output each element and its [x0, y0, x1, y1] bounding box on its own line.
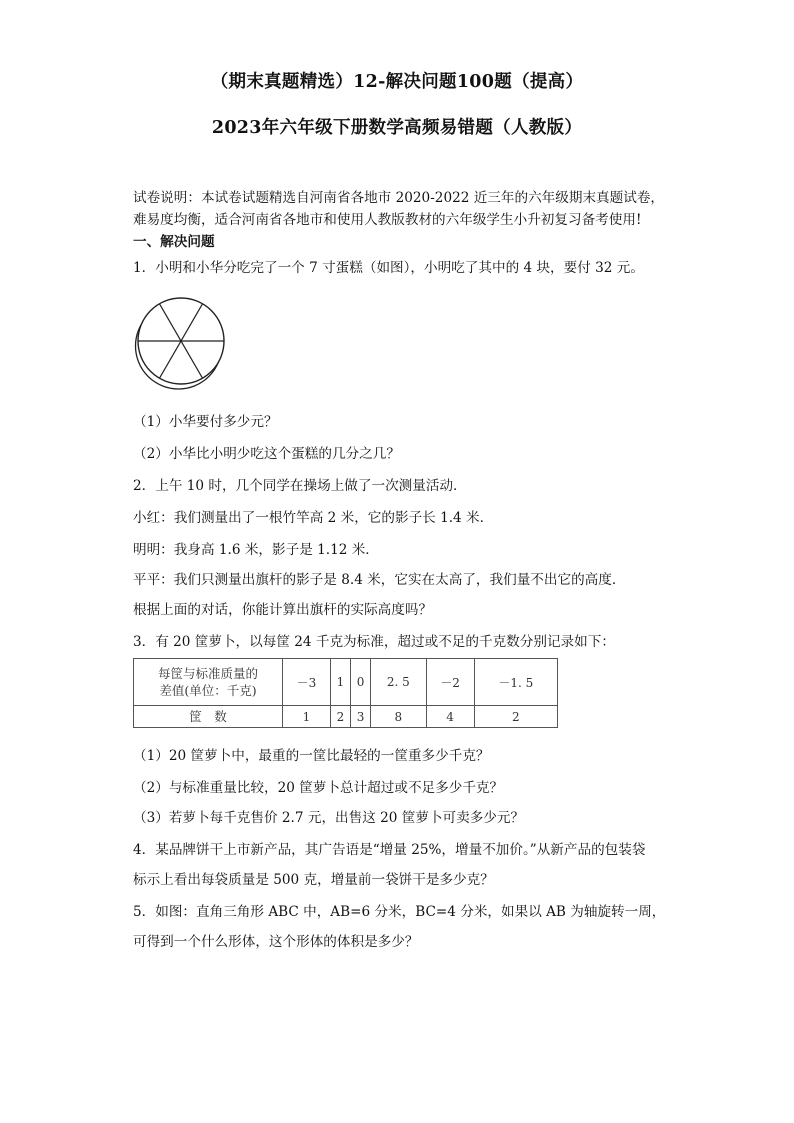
q2-xiaohong: 小红：我们测量出了一根竹竿高 2 米，它的影子长 1.4 米． [133, 510, 494, 526]
title-line-1: （期末真题精选）12-解决问题100题（提高） [210, 72, 584, 92]
q2-pingping: 平平：我们只测量出旗杆的影子是 8.4 米，它实在太高了，我们量不出它的高度． [133, 572, 626, 588]
table-row [134, 659, 558, 706]
table-cell: 2 [474, 706, 557, 728]
q1-text: 1．小明和小华分吃完了一个 7 寸蛋糕（如图），小明吃了其中的 4 块，要付 32 元。 [133, 260, 644, 276]
table-cell: 1 [330, 659, 350, 706]
radish-weight-table [133, 658, 558, 728]
table-cell: 2 [330, 706, 350, 728]
q3-sub2: （2）与标准重量比较，20 筐萝卜总计超过或不足多少千克？ [133, 780, 504, 796]
table-cell: 1 [283, 706, 331, 728]
table-header-count: 筐 数 [134, 706, 283, 728]
q3-sub1: （1）20 筐萝卜中，最重的一筐比最轻的一筐重多少千克？ [133, 748, 490, 764]
q4-line-2: 标示上看出每袋质量是 500 克，增量前一袋饼干是多少克？ [133, 872, 494, 888]
table-cell: 2. 5 [371, 659, 427, 706]
q2-mingming: 明明：我身高 1.6 米，影子是 1.12 米． [133, 542, 379, 558]
q1-sub1: （1）小华要付多少元？ [133, 414, 278, 430]
table-cell: －1. 5 [474, 659, 557, 706]
q4-line-1: 4．某品牌饼干上市新产品，其广告语是“增量 25%，增量不加价。”从新产品的包装袋 [133, 842, 646, 858]
q2-question: 根据上面的对话，你能计算出旗杆的实际高度吗？ [133, 602, 433, 618]
table-cell: 8 [371, 706, 427, 728]
q5-line-1: 5．如图：直角三角形 ABC 中，AB=6 分米，BC=4 分米，如果以 AB 为轴旋转一周， [133, 904, 666, 920]
table-row [134, 706, 558, 728]
q3-text: 3．有 20 筐萝卜，以每筐 24 千克为标准，超过或不足的千克数分别记录如下： [133, 634, 615, 650]
q3-sub3: （3）若萝卜每千克售价 2.7 元，出售这 20 筐萝卜可卖多少元？ [133, 810, 525, 826]
table-cell: 4 [426, 706, 474, 728]
table-header-diff: 每筐与标准质量的 差值(单位：千克) [134, 659, 283, 706]
section-heading: 一、解决问题 [133, 234, 215, 250]
q5-line-2: 可得到一个什么形体，这个形体的体积是多少？ [133, 934, 419, 950]
q2-text: 2．上午 10 时，几个同学在操场上做了一次测量活动． [133, 478, 467, 494]
cake-divided-into-6-slices-icon [131, 296, 225, 392]
table-cell: －3 [283, 659, 331, 706]
q1-sub2: （2）小华比小明少吃这个蛋糕的几分之几？ [133, 446, 400, 462]
intro-line-2: 难易度均衡，适合河南省各地市和使用人教版教材的六年级学生小升初复习备考使用! [133, 212, 642, 228]
table-cell: 3 [351, 706, 371, 728]
table-cell: 0 [351, 659, 371, 706]
title-line-2: 2023年六年级下册数学高频易错题（人教版） [211, 118, 583, 138]
intro-line-1: 试卷说明：本试卷试题精选自河南省各地市 2020-2022 近三年的六年级期末真题试卷， [133, 190, 665, 206]
table-cell: －2 [426, 659, 474, 706]
